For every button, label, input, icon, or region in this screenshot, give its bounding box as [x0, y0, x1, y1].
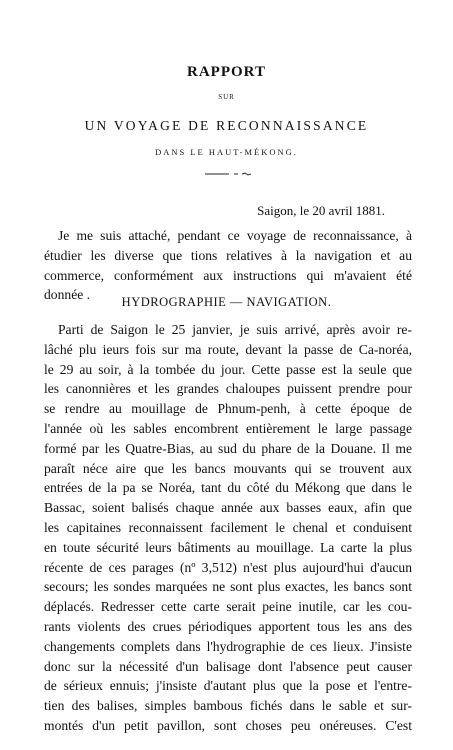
report-subtitle: UN VOYAGE DE RECONNAISSANCE — [84, 118, 369, 133]
text-line: donnée . — [44, 287, 91, 303]
text-line: commerce, conformément aux instructions qui m'avaient été — [44, 267, 412, 283]
body-paragraph — [44, 320, 412, 736]
text-line: Parti de Saigon le 25 janvier, je suis arrivé, après avoir re- — [58, 322, 412, 337]
text-line: tien des balises, simples bambous fichés dans le sable et sur- — [44, 698, 412, 714]
intro-paragraph — [44, 226, 412, 305]
text-line: changements complets dans l'hydrographie de ces lieux. J'insiste — [44, 638, 412, 654]
text-line: lâché plu ieurs fois sur ma route, devant la passe de Ca-noréa, — [44, 341, 412, 357]
text-line: Bassac, soient balisés chaque année aux basses eaux, afin que — [44, 500, 412, 516]
text-line: récente de ces parages (nº 3,512) n'est plus aujourd'hui d'aucun — [44, 559, 412, 575]
text-line: les capitaines reconnaissent facilement le chenal et conduisent — [44, 519, 412, 535]
section-heading: HYDROGRAPHIE — NAVIGATION. — [121, 295, 332, 309]
report-place: DANS LE HAUT-MÉKONG. — [155, 147, 298, 157]
text-line: donc sur la nécessité d'un balisage dont l'absence peut causer — [44, 658, 412, 674]
text-line: étudier les diverse que tions relatives à la navigation et au — [44, 247, 412, 263]
text-line: montés d'un petit pavillon, sont choses peu onéreuses. C'est — [44, 717, 412, 733]
dateline: Saigon, le 20 avril 1881. — [257, 203, 385, 218]
text-line: de sérieux ennuis; j'insiste d'autant plus que la pose et l'entre- — [44, 678, 412, 694]
title-connector: SUR — [218, 93, 235, 101]
text-line: formé par les Quatre-Bias, au sud du phare de la Douane. Il me — [44, 440, 412, 456]
text-line: se rendre au mouillage de Phnum-penh, à cette époque de — [44, 401, 412, 417]
text-line: Je me suis attaché, pendant ce voyage de reconnaissance, à — [58, 228, 412, 243]
text-line: le 29 au soir, à la tombée du jour. Cette passe est la seule que — [44, 361, 412, 377]
text-line: en toute sécurité leurs bâtiments au mouillage. La carte la plus — [44, 539, 412, 555]
text-line: paraît néce aire que les bancs mouvants qui se trouvent aux — [44, 460, 412, 476]
text-line: rants violents des crues périodiques apportent tous les ans des — [44, 618, 412, 634]
divider-ornament-icon — [205, 172, 251, 176]
text-line: entrées de la pa se Noréa, tant du côté du Mékong que dans le — [44, 480, 412, 496]
text-line: l'année où les sables encombrent entièrement le large passage — [44, 420, 412, 436]
text-line: déplacés. Redresser cette carte serait peine inutile, car les cou- — [44, 599, 412, 615]
report-title: RAPPORT — [187, 64, 266, 80]
text-line: secours; les sondes marquées ne sont plus exactes, les bancs sont — [44, 579, 412, 595]
text-line: les canonnières et les grandes chaloupes puissent prendre pour — [44, 381, 412, 397]
